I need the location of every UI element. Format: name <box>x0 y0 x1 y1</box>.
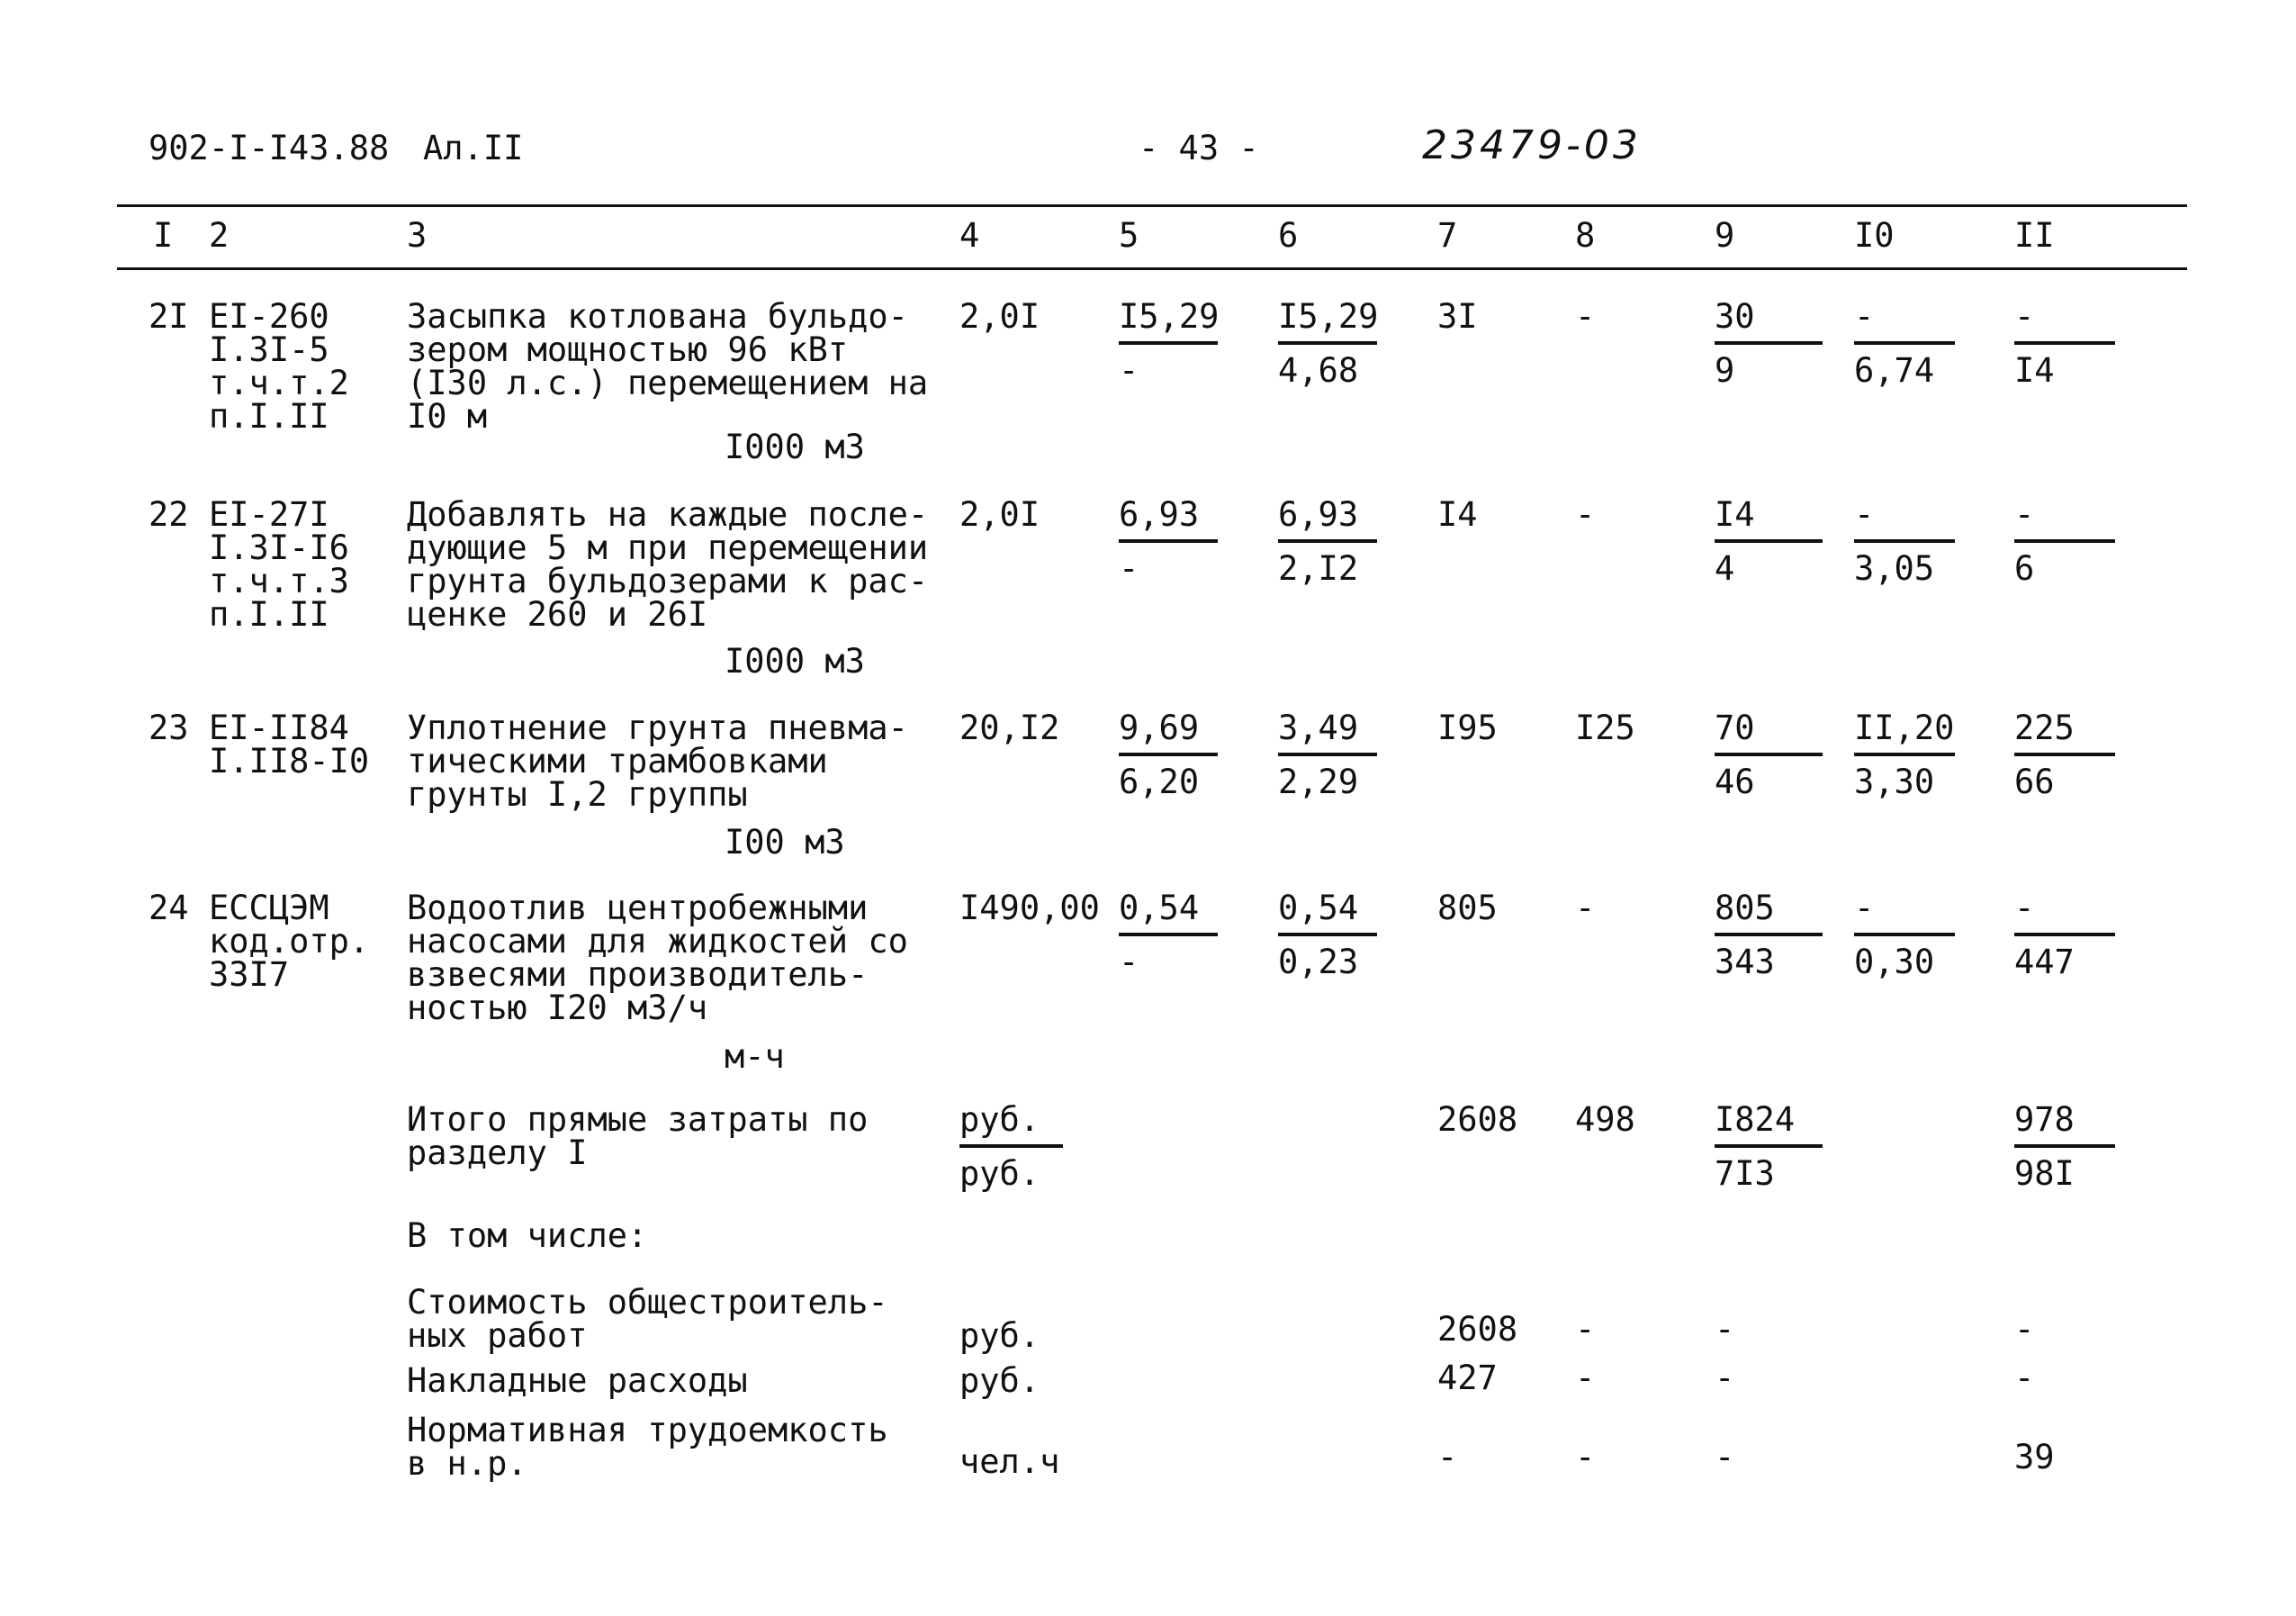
column-header: 4 <box>959 216 980 255</box>
total-cost: 805 <box>1437 889 1498 927</box>
col10-fraction: - 6,74 <box>1854 300 1955 387</box>
summary-label: Нормативная трудоемкость в н.р. <box>407 1411 888 1483</box>
unit-cost-fraction: 0,54 - <box>1119 891 1218 979</box>
totals-total-cost: 2608 <box>1437 1100 1518 1139</box>
summary-total-cost: 2608 <box>1437 1310 1518 1349</box>
column-header: 6 <box>1278 216 1299 255</box>
col9-fraction: $\frac{70}{46}$ <box>1715 711 1823 799</box>
unit-of-measure: I000 м3 <box>725 428 865 466</box>
summary-col8: - <box>1575 1438 1596 1476</box>
column-header: 2 <box>209 216 230 255</box>
totals-col11-fraction: $\frac{978}{98I}$ <box>2014 1103 2115 1190</box>
work-description: Уплотнение грунта пневма- тическими трамбовками грунты I,2 группы <box>407 709 908 814</box>
unit-of-measure: I000 м3 <box>725 642 865 681</box>
row-number: 24 <box>149 889 189 927</box>
total-cost: I4 <box>1437 495 1478 534</box>
col9-fraction: $\frac{I4}{4}$ <box>1715 498 1823 585</box>
column-header: I0 <box>1854 216 1895 255</box>
row-number: 22 <box>149 495 189 534</box>
col11-fraction: - 447 <box>2014 891 2115 979</box>
col8-value: - <box>1575 297 1596 336</box>
col10-fraction: - 0,30 <box>1854 891 1955 979</box>
total-cost: 3I <box>1437 297 1478 336</box>
unit-cost-fraction: I5,29 - <box>1119 297 1220 390</box>
summary-unit: руб. <box>959 1316 1040 1355</box>
col9-fraction: $\frac{30}{9}$ <box>1715 300 1823 387</box>
quantity: I490,00 <box>959 889 1100 927</box>
col8-value: - <box>1575 889 1596 927</box>
col11-fraction: - I4 <box>2014 300 2115 387</box>
col8-value: I25 <box>1575 709 1635 747</box>
summary-total-cost: 427 <box>1437 1359 1498 1397</box>
summary-col8: - <box>1575 1310 1596 1349</box>
row-number: 2I <box>149 297 189 336</box>
quantity: 2,0I <box>959 297 1040 336</box>
summary-col9: - <box>1715 1310 1735 1349</box>
album-number: Ал.II <box>423 129 524 167</box>
wage-fraction: $\frac{6,93}{2,I2}$ <box>1278 498 1377 585</box>
rate-code: EI-II84 I.II8-I0 <box>209 709 370 781</box>
rate-code: EI-27I I.3I-I6 т.ч.т.3 п.I.II <box>209 495 349 634</box>
work-description: Засыпка котлована бульдо- зером мощностью 96 кВт (I30 л.с.) перемещением на I0 м <box>407 297 929 436</box>
table-top-rule <box>117 204 2187 207</box>
work-description: Добавлять на каждые после- дующие 5 м при перемещении грунта бульдозерами к рас- ценке 260 и 26I <box>407 495 929 634</box>
column-header: 3 <box>407 216 428 255</box>
column-header: 8 <box>1575 216 1596 255</box>
wage-fraction: $\frac{I5,29}{4,68}$ <box>1278 297 1379 390</box>
col9-fraction: $\frac{805}{343}$ <box>1715 891 1823 979</box>
col11-fraction: - 6 <box>2014 498 2115 585</box>
column-header: 7 <box>1437 216 1458 255</box>
summary-col11: 39 <box>2014 1438 2055 1476</box>
wage-fraction: $\frac{0,54}{0,23}$ <box>1278 891 1377 979</box>
unit-of-measure: I00 м3 <box>725 823 845 862</box>
summary-col8: - <box>1575 1359 1596 1397</box>
summary-col9: - <box>1715 1438 1735 1476</box>
document-code: 902-I-I43.88 <box>149 129 390 167</box>
summary-label: Накладные расходы <box>407 1361 748 1400</box>
totals-col9-fraction: $\frac{I824}{7I3}$ <box>1715 1103 1823 1190</box>
column-header: 5 <box>1119 216 1139 255</box>
total-cost: I95 <box>1437 709 1498 747</box>
unit-of-measure: м-ч <box>725 1037 785 1076</box>
column-header: II <box>2014 216 2055 255</box>
summary-col11: - <box>2014 1310 2035 1349</box>
summary-label: Стоимость общестроитель- ных работ <box>407 1283 888 1355</box>
table-header-rule <box>117 267 2187 270</box>
col8-value: - <box>1575 495 1596 534</box>
summary-unit: руб. <box>959 1361 1040 1400</box>
column-header: I <box>153 216 174 255</box>
totals-col8: 498 <box>1575 1100 1635 1139</box>
quantity: 20,I2 <box>959 709 1060 747</box>
summary-col9: - <box>1715 1359 1735 1397</box>
rate-code: ЕССЦЭМ код.отр. 33I7 <box>209 889 370 994</box>
column-header: 9 <box>1715 216 1735 255</box>
totals-unit-fraction: руб. руб. <box>959 1103 1063 1190</box>
totals-label: Итого прямые затраты по разделу I <box>407 1100 869 1172</box>
quantity: 2,0I <box>959 495 1040 534</box>
work-description: Водоотлив центробежными насосами для жидкостей со взвесями производитель- ностью I20 м3/ч <box>407 889 908 1027</box>
row-number: 23 <box>149 709 189 747</box>
including-label: В том числе: <box>407 1216 648 1255</box>
unit-cost-fraction: 6,93 - <box>1119 498 1218 585</box>
wage-fraction: $\frac{3,49}{2,29}$ <box>1278 711 1377 799</box>
col10-fraction: - 3,05 <box>1854 498 1955 585</box>
summary-unit: чел.ч <box>959 1442 1060 1481</box>
unit-cost-fraction: $\frac{9,69}{6,20}$ <box>1119 711 1218 799</box>
page-number: - 43 - <box>1139 129 1259 167</box>
summary-col11: - <box>2014 1359 2035 1397</box>
handwritten-number: 23479-03 <box>1422 122 1642 168</box>
rate-code: EI-260 I.3I-5 т.ч.т.2 п.I.II <box>209 297 349 436</box>
col10-fraction: $\frac{II,20}{3,30}$ <box>1854 709 1955 801</box>
col11-fraction: $\frac{225}{66}$ <box>2014 711 2115 799</box>
summary-total-cost: - <box>1437 1438 1458 1476</box>
